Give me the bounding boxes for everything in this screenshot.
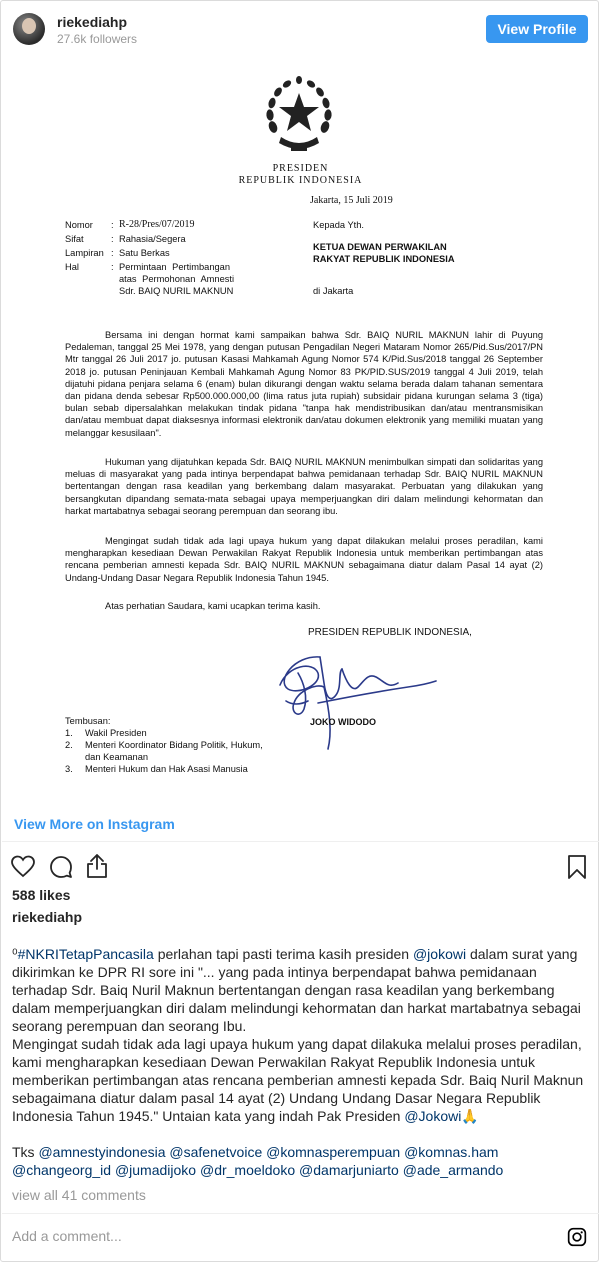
caption-lead-mark: ⁰ (12, 946, 18, 962)
caption-part-1: perlahan tapi pasti terima kasih presiden (153, 946, 413, 962)
like-count[interactable]: 588 likes (12, 887, 71, 903)
mention-link[interactable]: @komnasperempuan (266, 1144, 401, 1160)
colon-4: : (111, 262, 114, 272)
sifat-label: Sifat (65, 234, 84, 244)
letter-date: Jakarta, 15 Juli 2019 (310, 195, 393, 206)
hal-value-line-2: atas Permohonan Amnesti (119, 274, 235, 284)
post-image-letter[interactable] (3, 57, 598, 797)
mention-link[interactable]: @komnas.ham (404, 1144, 499, 1160)
post-header (1, 1, 598, 57)
mention-link[interactable]: @safenetvoice (169, 1144, 263, 1160)
cc-num-1: 1. (65, 728, 73, 738)
mention-link[interactable]: @dr_moeldoko (199, 1162, 296, 1178)
heart-icon[interactable] (11, 855, 35, 879)
cc-num-3: 3. (65, 764, 73, 774)
mention-link[interactable]: @Jokowi (404, 1108, 462, 1124)
cc-item-3: Menteri Hukum dan Hak Asasi Manusia (85, 764, 248, 774)
hashtag-link[interactable]: #NKRITetapPancasila (17, 946, 154, 962)
signatory-name: JOKO WIDODO (310, 717, 377, 727)
garuda-star-emblem-icon (261, 75, 337, 159)
hal-value-line-1: Permintaan Pertimbangan (119, 262, 231, 272)
share-icon[interactable] (85, 853, 109, 879)
recipient-location: di Jakarta (313, 286, 354, 296)
recipient-line-2: RAKYAT REPUBLIK INDONESIA (313, 254, 455, 264)
cc-item-1: Wakil Presiden (85, 728, 147, 738)
letter-title-republik: REPUBLIK INDONESIA (238, 175, 363, 186)
mention-link[interactable]: @ade_armando (402, 1162, 504, 1178)
letter-paragraph-3: Mengingat sudah tidak ada lagi upaya hukum yang dapat dilakukan melalui proses peradilan, kami mengharapkan kesediaan Dewan Perwakilan Rakyat Republik Indonesia untuk memberikan pertimbangan atas rencana pemberian amnesti kepada Sdr. BAIQ NURIL MAKNUN sebagaimana diatur dalam Pasal 14 ayat (2) Undang-Undang Dasar Negara Republik Indonesia Tahun 1945. (65, 536, 543, 583)
username[interactable]: riekediahp (57, 14, 128, 30)
hal-value-line-3: Sdr. BAIQ NURIL MAKNUN (119, 286, 234, 296)
cc-item-2: Menteri Koordinator Bidang Politik, Hukum, (85, 740, 263, 750)
letter-paragraph-2: Hukuman yang dijatuhkan kepada Sdr. BAIQ NURIL MAKNUN menimbulkan simpati dan solidaritas yang meluas di masyarakat yang pada intinya berpendapat bahwa pemidanaan terhadap Sdr. BAIQ NURIL MAKNUN bertentangan dengan rasa keadilan yang berkembang dalam masyarakat. Perbuatan yang dilakukan yang bersangkutan dipandang semata-mata sebagai upaya memperjuangkan diri dalam melindungi kehormatan dan harkat martabatnya sebagai seorang perempuan dan seorang ibu. (65, 457, 543, 516)
sifat-value: Rahasia/Segera (119, 234, 186, 244)
colon-3: : (111, 248, 114, 258)
follower-count: 27.6k followers (57, 32, 138, 46)
mention-link[interactable]: @jumadijoko (114, 1162, 197, 1178)
colon-2: : (111, 234, 114, 244)
cc-num-2: 2. (65, 740, 73, 750)
cc-item-2-cont: dan Keamanan (85, 752, 149, 762)
view-more-link[interactable]: View More on Instagram (14, 816, 175, 832)
nomor-label: Nomor (65, 220, 93, 230)
letter-title-presiden: PRESIDEN (272, 163, 329, 174)
instagram-icon[interactable] (567, 1227, 587, 1247)
comment-icon[interactable] (49, 855, 73, 879)
view-profile-button[interactable]: View Profile (486, 15, 588, 43)
mention-link[interactable]: @amnestyindonesia (38, 1144, 166, 1160)
signature-icon (258, 643, 448, 758)
colon-1: : (111, 220, 114, 230)
letter-paragraph-4: Atas perhatian Saudara, kami ucapkan terima kasih. (105, 601, 321, 611)
add-comment-input[interactable]: Add a comment... (12, 1228, 122, 1244)
caption-part-3: Mengingat sudah tidak ada lagi upaya hukum yang dapat dilakuka melalui proses peradilan, kami mengharapkan kesediaan Dewan Perwakilan Rakyat Republik Indonesia untuk memberikan pertimbangan atas rencana pemberian amnesti kepada Sdr. Baiq Nuril Maknun sebagaimana diatur dalam pasal 14 ayat (2) Undang Undang Dasar Negara Republik Indonesia Tahun 1945." Untaian kata yang indah Pak Presiden (12, 1036, 584, 1124)
caption-text (12, 945, 590, 1179)
letter-paragraph-1: Bersama ini dengan hormat kami sampaikan bahwa Sdr. BAIQ NURIL MAKNUN lahir di Puyung Pedaleman, tanggal 25 Mei 1978, yang dengan putusan Pengadilan Negeri Mataram Nomor 265/Pid.Sus/2017/PN Mtr tanggal 26 Juli 2017 jo. putusan Kasasi Mahkamah Agung Nomor 574 K/Pid.Sus/2018 tanggal 26 September 2018 jo. putusan Peninjauan Kembali Mahkamah Agung Nomor 83 PK/PID.SUS/2019 tanggal 4 Juli 2019, telah dijatuhi pidana penjara selama 6 (enam) bulan dikurangi dengan waktu selama berada dalam tahanan sementara dan pidana denda sebesar Rp500.000.000,00 (lima ratus juta rupiah) subsidair pidana kurungan selama 3 (tiga) bulan sebab dipersalahkan melakukan tindak pidana "tanpa hak mendistribusikan dan/atau mentransmisikan dan/atau membuat dapat diaksesnya informasi elektronik dan/atau dokumen elektronik yang memiliki muatan yang melanggar kesusilaan". (65, 330, 543, 438)
mention-link[interactable]: @damarjuniarto (299, 1162, 399, 1178)
lampiran-value: Satu Berkas (119, 248, 170, 258)
caption-tks: Tks (12, 1144, 39, 1160)
mention-link[interactable]: @changeorg_id (12, 1162, 112, 1178)
hal-label: Hal (65, 262, 79, 272)
divider (2, 841, 599, 842)
pray-emoji: 🙏 (461, 1108, 479, 1124)
tembusan-label: Tembusan: (65, 716, 111, 726)
view-all-comments-link[interactable]: view all 41 comments (12, 1187, 146, 1203)
divider (2, 1213, 599, 1214)
lampiran-label: Lampiran (65, 248, 104, 258)
bookmark-icon[interactable] (567, 854, 587, 880)
recipient-line-1: KETUA DEWAN PERWAKILAN (313, 242, 447, 252)
mention-link[interactable]: @jokowi (412, 946, 467, 962)
nomor-value: R-28/Pres/07/2019 (119, 219, 195, 230)
caption-part-2: dalam surat yang dikirimkan ke DPR RI sore ini "... yang pada intinya berpendapat bahwa pemidanaan terhadap Sdr. Baiq Nuril Maknun bertentangan dengan rasa keadilan yang berkembang dalam memperjuangkan diri dalam melindungi kehormatan dan harkat martabatnya sebagai seorang perempuan dan seorang Ibu. (12, 946, 581, 1034)
avatar[interactable] (13, 13, 45, 45)
signature-title: PRESIDEN REPUBLIK INDONESIA, (308, 627, 472, 638)
caption-username[interactable]: riekediahp (12, 909, 83, 925)
kepada: Kepada Yth. (313, 220, 365, 230)
